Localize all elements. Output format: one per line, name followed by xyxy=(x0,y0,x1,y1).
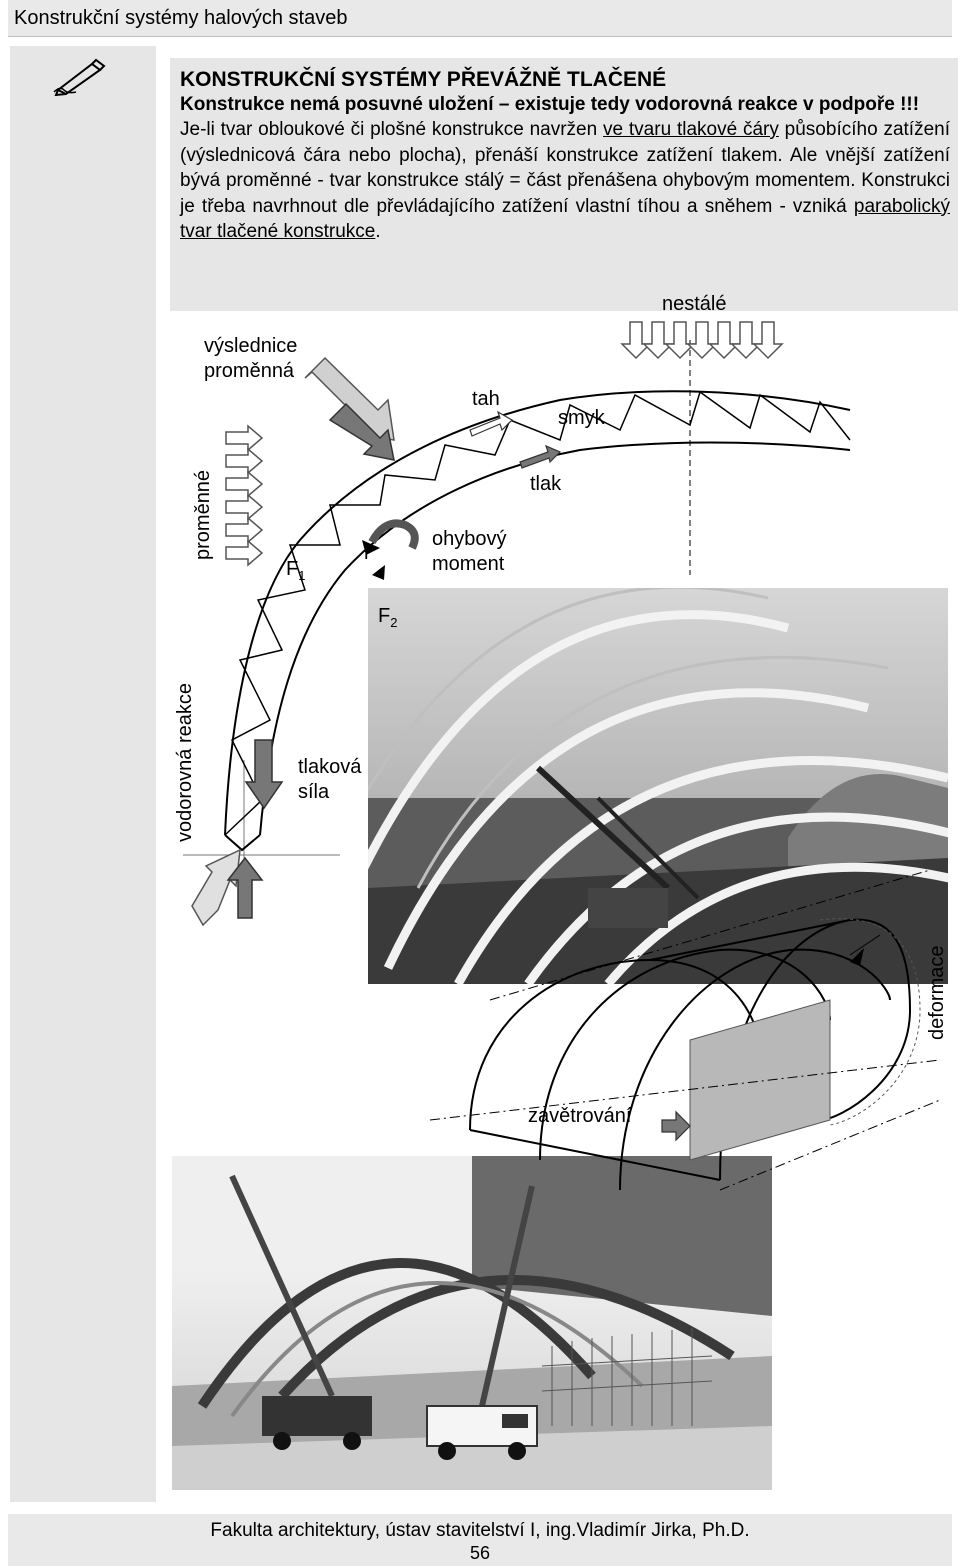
link-parabolicky-tvar: parabolický tvar tlačené konstrukce xyxy=(180,195,950,242)
label-tlak: tlak xyxy=(530,473,562,495)
page-footer xyxy=(8,1514,952,1566)
label-promenne: proměnné xyxy=(192,469,214,560)
page-number: 56 xyxy=(469,1543,491,1563)
link-tlakova-cara: ve tvaru tlakové čáry xyxy=(603,119,779,140)
box-paragraph: Je-li tvar obloukové či plošné konstrukce navržen ve tvaru tlakové čáry působícího zatížení (výslednicová čára nebo plocha), přenáší konstrukce zatížení tlakem. Ale vnější zatížení bývá proměnné - tvar konstrukce stálý = část přenášena ohybovým momentem. Konstrukci je třeba navrhnout dle převládajícího zatížení vlastní tíhou a sněhem - vzniká parabolický tvar tlačené konstrukce. xyxy=(180,119,950,242)
footer-text: Fakulta architektury, ústav stavitelství I, ing.Vladimír Jirka, Ph.D. xyxy=(210,1520,750,1541)
label-r: r xyxy=(364,542,371,564)
label-tah: tah xyxy=(472,388,500,410)
label-nestale: nestálé xyxy=(662,293,727,315)
label-ohybovy-2: moment xyxy=(432,553,505,575)
label-ohybovy-1: ohybový xyxy=(432,528,507,550)
label-f1: $F_1$ xyxy=(286,558,306,583)
label-vodorovna-reakce: vodorovná reakce xyxy=(174,683,196,842)
label-tlakova-2: síla xyxy=(298,781,330,803)
label-f2: $F_2$ xyxy=(378,605,398,630)
box-subtitle: Konstrukce nemá posuvné uložení – existuje tedy vodorovná reakce v podpoře !!! xyxy=(180,94,920,115)
box-title: KONSTRUKČNÍ SYSTÉMY PŘEVÁŽNĚ TLAČENÉ xyxy=(180,68,667,91)
label-smyk: smyk xyxy=(558,407,605,429)
label-vyslednice-1: výslednice xyxy=(204,335,298,357)
header-title: Konstrukční systémy halových staveb xyxy=(14,7,348,29)
label-vyslednice-2: proměnná xyxy=(204,360,295,382)
label-zavetrovani: zavětrování xyxy=(528,1105,632,1127)
label-deformace: deformace xyxy=(926,945,948,1040)
label-tlakova-1: tlaková xyxy=(298,756,362,778)
